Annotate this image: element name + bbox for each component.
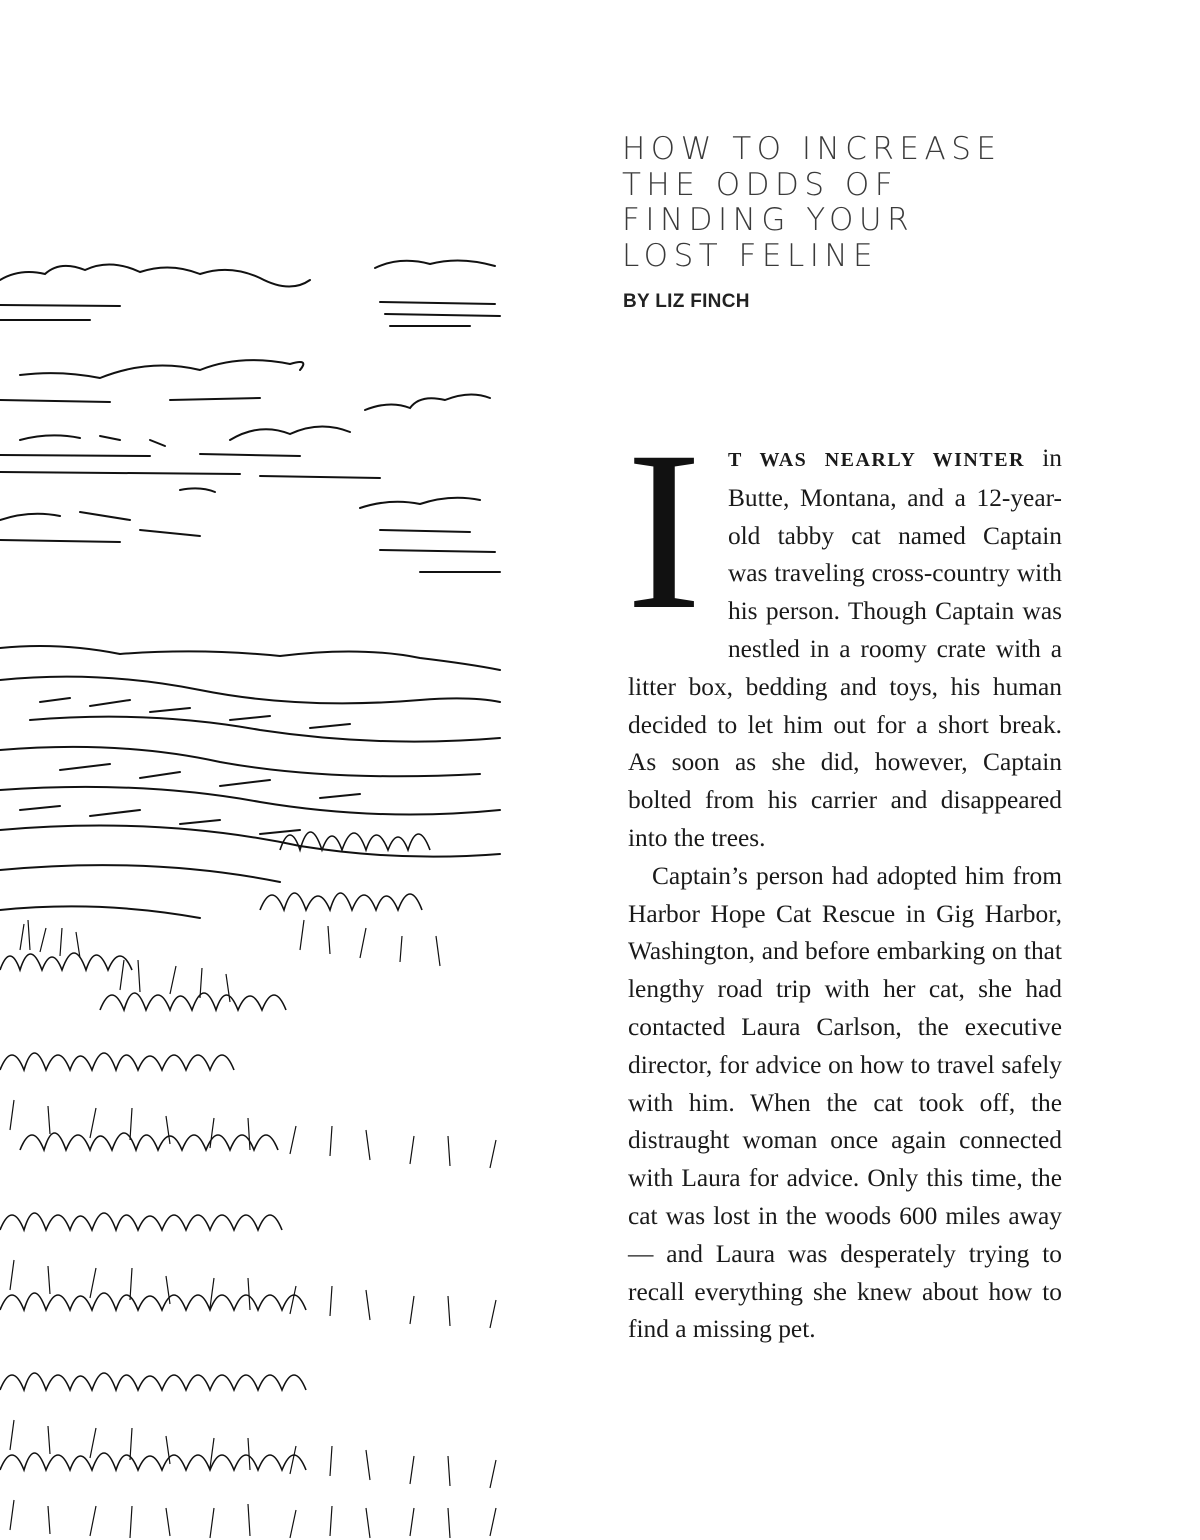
landscape-illustration [0, 250, 505, 1540]
paragraph-2: Captain’s person had adopted him from Harbor Hope Cat Rescue in Gig Harbor, Washington, and before embarking on that lengthy road trip with her cat, she had contacted Laura Carlson, the executive director, for advice on how to travel safely with him. When the cat took off, the distraught woman once again connected with Laura for advice. Only this time, the cat was lost in the woods 600 miles away — and Laura was desperately trying to recall everything she knew about how to find a missing pet. [628, 861, 1062, 1344]
article-byline: BY LIZ FINCH [623, 291, 750, 312]
drop-cap: I [626, 405, 702, 657]
paragraph-1 [626, 405, 1062, 858]
paragraph-1-text: in Butte, Montana, and a 12-year-old tabby cat named Captain was traveling cross-country with his person. Though Captain was nestled in a roomy crate with a litter box, bedding and toys, his human decided to let him out for a short break. As soon as she did, however, Captain bolted from his carrier and disappeared into the trees. [628, 444, 1062, 852]
article-body [626, 405, 1062, 1349]
article-headline: HOW TO INCREASE THE ODDS OF FINDING YOUR LOST FELINE [622, 131, 1002, 274]
lead-in: T WAS NEARLY WINTER [727, 449, 1025, 471]
